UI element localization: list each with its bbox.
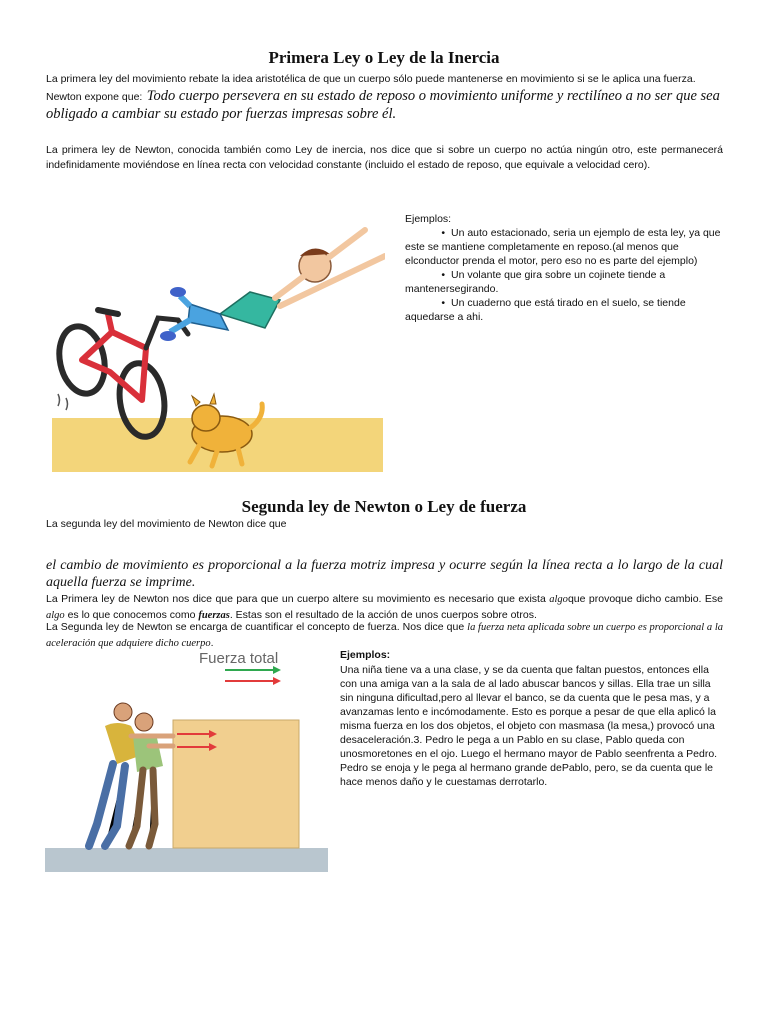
section2-examples-text: Una niña tiene va a una clase, y se da cuenta que faltan puestos, entonces ella con una amiga van a la sala de al lado abuscar bancos y sillas. Ella trae un silla sin ninguna dificultad,pero al llevar el banco, se da cuenta que le pesa mas, y a avanzamas lento e incómodamente. Esto es porque a pesar de que ella aplicó la misma fuerza en los dos objetos, el objeto con masmasa (la mesa,) provocó una desaceleración.3. Pedro le pega a un Pablo en su clase, Pablo queda con unosmoretones en el ojo. Luego el hermano mayor de Pablo seenfrenta a Pedro. Pedro se enoja y le pega al hermano grande dePablo, pero, se da cuenta que le hace menos daño y le cuestamas derrotarlo. <box>340 664 718 788</box>
newton-second-law-quote: el cambio de movimiento es proporcional a la fuerza motriz impresa y ocurre según la línea recta a lo largo de la cual aquella fuerza se imprime. <box>46 558 723 590</box>
falling-boy-icon <box>160 230 385 341</box>
p1-algo-2: algo <box>46 609 65 621</box>
section1-intro-block <box>46 69 723 123</box>
section1-examples-heading: Ejemplos: <box>405 213 452 225</box>
section2-paragraph1 <box>46 592 723 623</box>
example-text: Un cuaderno que está tirado en el suelo, se tiende aquedarse a ahi. <box>405 297 686 323</box>
bike-fall-svg <box>50 222 385 474</box>
bullet-icon: • <box>441 269 445 281</box>
bullet-icon: • <box>441 227 445 239</box>
section1-paragraph: La primera ley de Newton, conocida también como Ley de inercia, nos dice que si sobre un cuerpo no actúa ningún otro, este permanecerá indefinidamente moviéndose en línea recta con velocidad constante (incluido el estado de reposo, que equivale a velocidad cero). <box>46 144 723 171</box>
p2-law-quote: la fuerza neta aplicada sobre un cuerpo es proporcional a la aceleración que adquiere dicho cuerpo <box>46 622 723 649</box>
pushing-people-icon <box>89 703 173 846</box>
section2-examples <box>340 648 723 789</box>
list-item <box>405 296 723 324</box>
section1-intro: La primera ley del movimiento rebate la idea aristotélica de que un cuerpo sólo puede mantenerse en movimiento si se le aplica una fuerza. Newton expone que: <box>46 73 696 103</box>
newton-first-law-quote: Todo cuerpo persevera en su estado de reposo o movimiento uniforme y rectilíneo a no ser que sea obligado a cambiar su estado por fuerzas impresas sobre él. <box>46 88 720 122</box>
p1-text-b: que provoque dicho cambio. Ese <box>567 593 723 605</box>
section2-examples-heading: Ejemplos: <box>340 649 391 661</box>
pushing-box-illustration <box>45 646 328 872</box>
list-item <box>405 226 723 268</box>
floor <box>45 848 328 872</box>
p1-algo: algo <box>549 594 568 605</box>
p1-fuerzas: fuerzas <box>198 609 230 621</box>
p1-text-a: La Primera ley de Newton nos dice que para que un cuerpo altere su movimiento es necesario que exista <box>46 593 550 605</box>
section1-examples <box>405 212 723 324</box>
section1-title: Primera Ley o Ley de la Inercia <box>268 48 500 67</box>
pushing-box-svg <box>45 646 328 872</box>
list-item <box>405 268 723 296</box>
example-text: Un volante que gira sobre un cojinete tiende a mantenersegirando. <box>405 269 666 295</box>
section2-title: Segunda ley de Newton o Ley de fuerza <box>241 497 527 516</box>
bike-fall-illustration <box>50 222 385 474</box>
bullet-icon: • <box>441 297 445 309</box>
example-text: Un auto estacionado, seria un ejemplo de esta ley, ya que este se mantiene completamente en reposo.(al menos que elconductor prenda el motor, pero eso no es parte del ejemplo) <box>405 227 721 267</box>
crate <box>173 720 299 848</box>
section1-examples-list <box>405 226 723 324</box>
total-force-arrows <box>225 666 281 685</box>
p2-text-a: La Segunda ley de Newton se encarga de cuantificar el concepto de fuerza. Nos dice que <box>46 621 468 633</box>
p1-text-c: es lo que conocemos como <box>64 608 199 621</box>
fuerza-total-label: Fuerza total <box>199 650 279 667</box>
p1-text-d: . Estas son el resultado de la acción de unos cuerpos sobre otros. <box>229 608 537 621</box>
section2-intro: La segunda ley del movimiento de Newton dice que <box>46 518 287 530</box>
p2-end: . <box>210 636 214 649</box>
